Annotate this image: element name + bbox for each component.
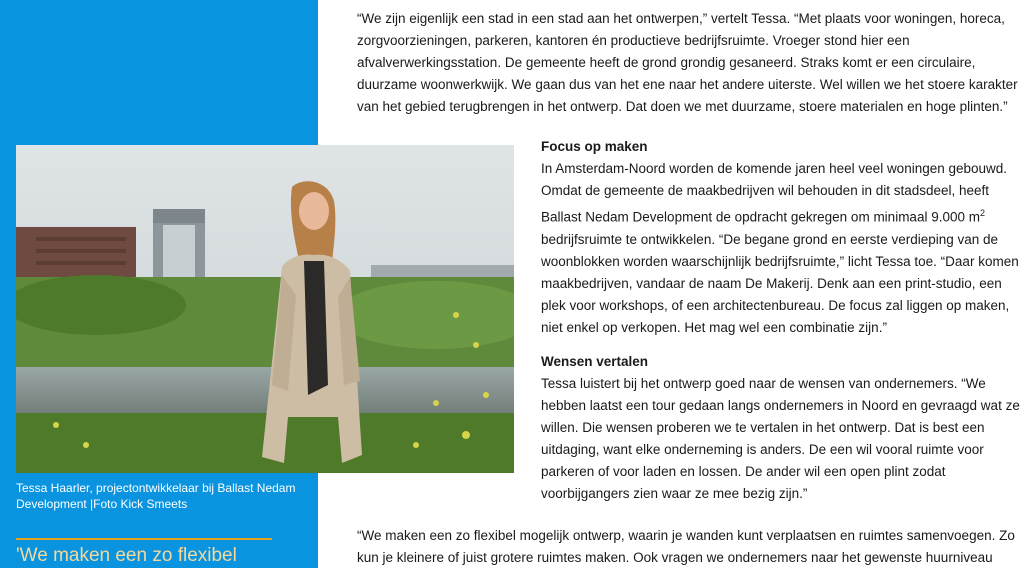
- intro-paragraph: “We zijn eigenlijk een stad in een stad aan het ontwerpen,” vertelt Tessa. “Met plaats voor woningen, horeca, zorgvoorzieningen, parkeren, kantoren én productieve bedrijfsruimte. Vroeger stond hier een afvalverwerkingsstation. De gemeente heeft de grond grondig gesaneerd. Straks komt er een circulaire, duurzame woonwerkwijk. We gaan dus van het ene naar het andere uiterste. Wel willen we het stoere karakter van het gebied terugbrengen in het ontwerp. Dat doen we met duurzame, stoere materialen en hoge plinten.”: [357, 11, 1018, 114]
- section-heading-wensen: Wensen vertalen: [541, 354, 649, 369]
- wensen-paragraph: Tessa luistert bij het ontwerp goed naar de wensen van ondernemers. “We hebben laatst een tour gedaan langs ondernemers in Noord en gevraagd wat ze willen. Die wensen proberen we te vertalen in het ontwerp. Dat is best een uitdaging, want elke onderneming is anders. De een wil vooral ruimte voor parkeren of voor laden en lossen. De ander wil een open plint zodat voorbijgangers zien waar ze mee bezig zijn.”: [541, 376, 1020, 501]
- portrait-photo: [16, 145, 514, 473]
- pull-quote: 'We maken een zo flexibel: [16, 545, 237, 566]
- pull-quote-rule: [16, 538, 272, 540]
- superscript-2: 2: [979, 208, 985, 218]
- focus-text-part-1: In Amsterdam-Noord worden de komende jaren heel veel woningen gebouwd. Omdat de gemeente de maakbedrijven wil behouden in dit stadsdeel, heeft Ballast Nedam Development de opdracht gekregen om minimaal 9.000 m: [541, 161, 1008, 225]
- photo-caption: Tessa Haarler, projectontwikkelaar bij Ballast Nedam Development |Foto Kick Smeets: [16, 480, 316, 512]
- section-heading-focus: Focus op maken: [541, 139, 648, 154]
- focus-paragraph: [541, 158, 1021, 339]
- photo-illustration: [16, 145, 514, 473]
- focus-text-part-2: bedrijfsruimte te ontwikkelen. “De begane grond en eerste verdieping van de woonblokken worden waarschijnlijk bedrijfsruimte,” licht Tessa toe. “Daar komen maakbedrijven, vandaar de naam De Makerij. Denk aan een print-studio, een plek voor workshops, of een architectenbureau. De focus zal liggen op maken, niet enkel op verkopen. Het mag wel een combinatie zijn.”: [541, 231, 1019, 335]
- closing-paragraph: “We maken een zo flexibel mogelijk ontwerp, waarin je wanden kunt verplaatsen en ruimtes samenvoegen. Zo kun je kleinere of juist grotere ruimtes maken. Ook vragen we ondernemers naar het gewenste huurniveau: [357, 528, 1015, 565]
